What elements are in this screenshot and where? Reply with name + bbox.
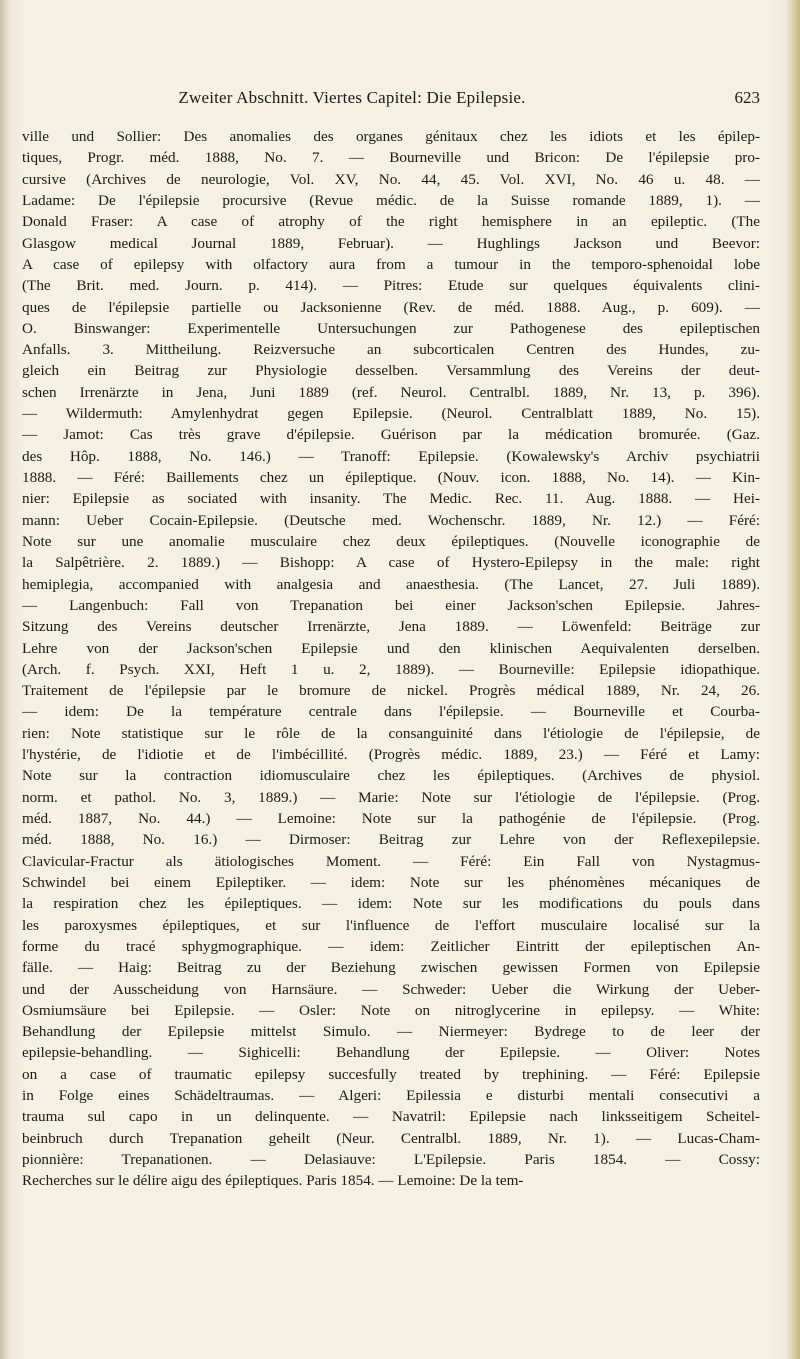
- page-header: [22, 88, 760, 114]
- text-line: Lehre von der Jackson'schen Epilepsie und den klinischen Aequivalenten derselben.: [22, 639, 760, 657]
- text-line: Anfalls. 3. Mittheilung. Reizversuche an subcorticalen Centren des Hundes, zu-: [22, 341, 760, 359]
- text-line: Behandlung der Epilepsie mittelst Simulo. — Niermeyer: Bydrege to de leer der: [22, 1023, 760, 1041]
- text-line: nier: Epilepsie as sociated with insanity. The Medic. Rec. 11. Aug. 1888. — Hei-: [22, 490, 760, 508]
- text-line: cursive (Archives de neurologie, Vol. XV, No. 44, 45. Vol. XVI, No. 46 u. 48. —: [22, 170, 760, 188]
- text-line: forme du tracé sphygmographique. — idem: Zeitlicher Eintritt der epileptischen An-: [22, 937, 760, 955]
- text-line: epilepsie-behandling. — Sighicelli: Behandlung der Epilepsie. — Oliver: Notes: [22, 1044, 760, 1062]
- bibliography-text: [22, 126, 760, 1192]
- text-line: gleich ein Beitrag zur Physiologie desselben. Versammlung des Vereins der deut-: [22, 362, 760, 380]
- text-line: Traitement de l'épilepsie par le bromure de nickel. Progrès médical 1889, Nr. 24, 26.: [22, 682, 760, 700]
- text-line: in Folge eines Schädeltraumas. — Algeri: Epilessia e disturbi mentali consecutivi a: [22, 1087, 760, 1105]
- page-gutter-shadow: [0, 0, 10, 1359]
- text-line: la Salpêtrière. 2. 1889.) — Bishopp: A case of Hystero-Epilepsy in the male: right: [22, 554, 760, 572]
- text-line: fälle. — Haig: Beitrag zu der Beziehung zwischen gewissen Formen von Epilepsie: [22, 959, 760, 977]
- text-line: des Hôp. 1888, No. 146.) — Tranoff: Epilepsie. (Kowalewsky's Archiv psychiatrii: [22, 447, 760, 465]
- text-line: Clavicular-Fractur als ätiologisches Moment. — Féré: Ein Fall von Nystagmus-: [22, 852, 760, 870]
- text-line: — Langenbuch: Fall von Trepanation bei einer Jackson'schen Epilepsie. Jahres-: [22, 596, 760, 614]
- text-line: schen Irrenärzte in Jena, Juni 1889 (ref. Neurol. Centralbl. 1889, Nr. 13, p. 396).: [22, 383, 760, 401]
- text-line: 1888. — Féré: Baillements chez un épileptique. (Nouv. icon. 1888, No. 14). — Kin-: [22, 469, 760, 486]
- running-head: Zweiter Abschnitt. Viertes Capitel: Die Epilepsie.: [178, 88, 526, 107]
- text-line: rien: Note statistique sur le rôle de la consanguinité dans l'étiologie de l'épilepsie, de: [22, 724, 760, 742]
- text-line: trauma sul capo in un delinquente. — Navatril: Epilepsie nach linksseitigem Scheitel-: [22, 1108, 760, 1126]
- text-line: la respiration chez les épileptiques. — idem: Note sur les modifications du pouls dans: [22, 895, 760, 913]
- text-line: mann: Ueber Cocain-Epilepsie. (Deutsche med. Wochenschr. 1889, Nr. 12.) — Féré:: [22, 511, 760, 529]
- text-line: A case of epilepsy with olfactory aura from a tumour in the temporo-sphenoidal lobe: [22, 255, 760, 273]
- text-line: — idem: De la température centrale dans l'épilepsie. — Bourneville et Courba-: [22, 703, 760, 721]
- text-line: méd. 1888, No. 16.) — Dirmoser: Beitrag zur Lehre von der Reflexepilepsie.: [22, 831, 760, 849]
- text-line: Schwindel bei einem Epileptiker. — idem: Note sur les phénomènes mécaniques de: [22, 873, 760, 891]
- page-edge: [786, 0, 800, 1359]
- text-line: pionnière: Trepanationen. — Delasiauve: L'Epilepsie. Paris 1854. — Cossy:: [22, 1151, 760, 1168]
- text-line: Glasgow medical Journal 1889, Februar). — Hughlings Jackson und Beevor:: [22, 234, 760, 252]
- text-line: beinbruch durch Trepanation geheilt (Neur. Centralbl. 1889, Nr. 1). — Lucas-Cham-: [22, 1129, 760, 1147]
- text-line: méd. 1887, No. 44.) — Lemoine: Note sur la pathogénie de l'épilepsie. (Prog.: [22, 810, 760, 827]
- text-line: hemiplegia, accompanied with analgesia and anaesthesia. (The Lancet, 27. Juli 1889).: [22, 575, 760, 593]
- text-line: ques de l'épilepsie partielle ou Jacksonienne (Rev. de méd. 1888. Aug., p. 609). —: [22, 298, 760, 316]
- text-line: O. Binswanger: Experimentelle Untersuchungen zur Pathogenese des epileptischen: [22, 319, 760, 337]
- text-line: Donald Fraser: A case of atrophy of the right hemisphere in an epileptic. (The: [22, 213, 760, 231]
- text-line: — Wildermuth: Amylenhydrat gegen Epilepsie. (Neurol. Centralblatt 1889, No. 15).: [22, 405, 760, 423]
- text-line: on a case of traumatic epilepsy succesfully treated by trephining. — Féré: Epilepsie: [22, 1065, 760, 1083]
- text-line: Sitzung des Vereins deutscher Irrenärzte, Jena 1889. — Löwenfeld: Beiträge zur: [22, 618, 760, 636]
- text-line: Note sur la contraction idiomusculaire chez les épileptiques. (Archives de physiol.: [22, 767, 760, 785]
- text-line: Osmiumsäure bei Epilepsie. — Osler: Note on nitroglycerine in epilepsy. — White:: [22, 1001, 760, 1019]
- page-number: 623: [734, 88, 760, 107]
- text-line: l'hystérie, de l'idiotie et de l'imbécillité. (Progrès médic. 1889, 23.) — Féré et Lamy:: [22, 746, 760, 764]
- text-line: — Jamot: Cas très grave d'épilepsie. Guérison par la médication bromurée. (Gaz.: [22, 426, 760, 444]
- text-line: Recherches sur le délire aigu des épileptiques. Paris 1854. — Lemoine: De la tem-: [22, 1172, 524, 1190]
- text-line: tiques, Progr. méd. 1888, No. 7. — Bourneville und Bricon: De l'épilepsie pro-: [22, 149, 760, 167]
- text-line: Note sur une anomalie musculaire chez deux épileptiques. (Nouvelle iconographie de: [22, 532, 760, 550]
- text-line: und der Ausscheidung von Harnsäure. — Schweder: Ueber die Wirkung der Ueber-: [22, 980, 760, 998]
- text-line: ville und Sollier: Des anomalies des organes génitaux chez les idiots et les épilep-: [22, 128, 760, 145]
- text-line: norm. et pathol. No. 3, 1889.) — Marie: Note sur l'étiologie de l'épilepsie. (Prog.: [22, 788, 760, 806]
- text-line: (Arch. f. Psych. XXI, Heft 1 u. 2, 1889). — Bourneville: Epilepsie idiopathique.: [22, 660, 760, 678]
- text-line: les paroxysmes épileptiques, et sur l'influence de l'effort musculaire localisé sur la: [22, 916, 760, 934]
- text-line: Ladame: De l'épilepsie procursive (Revue médic. de la Suisse romande 1889, 1). —: [22, 191, 760, 209]
- text-line: (The Brit. med. Journ. p. 414). — Pitres: Etude sur quelques équivalents clini-: [22, 277, 760, 295]
